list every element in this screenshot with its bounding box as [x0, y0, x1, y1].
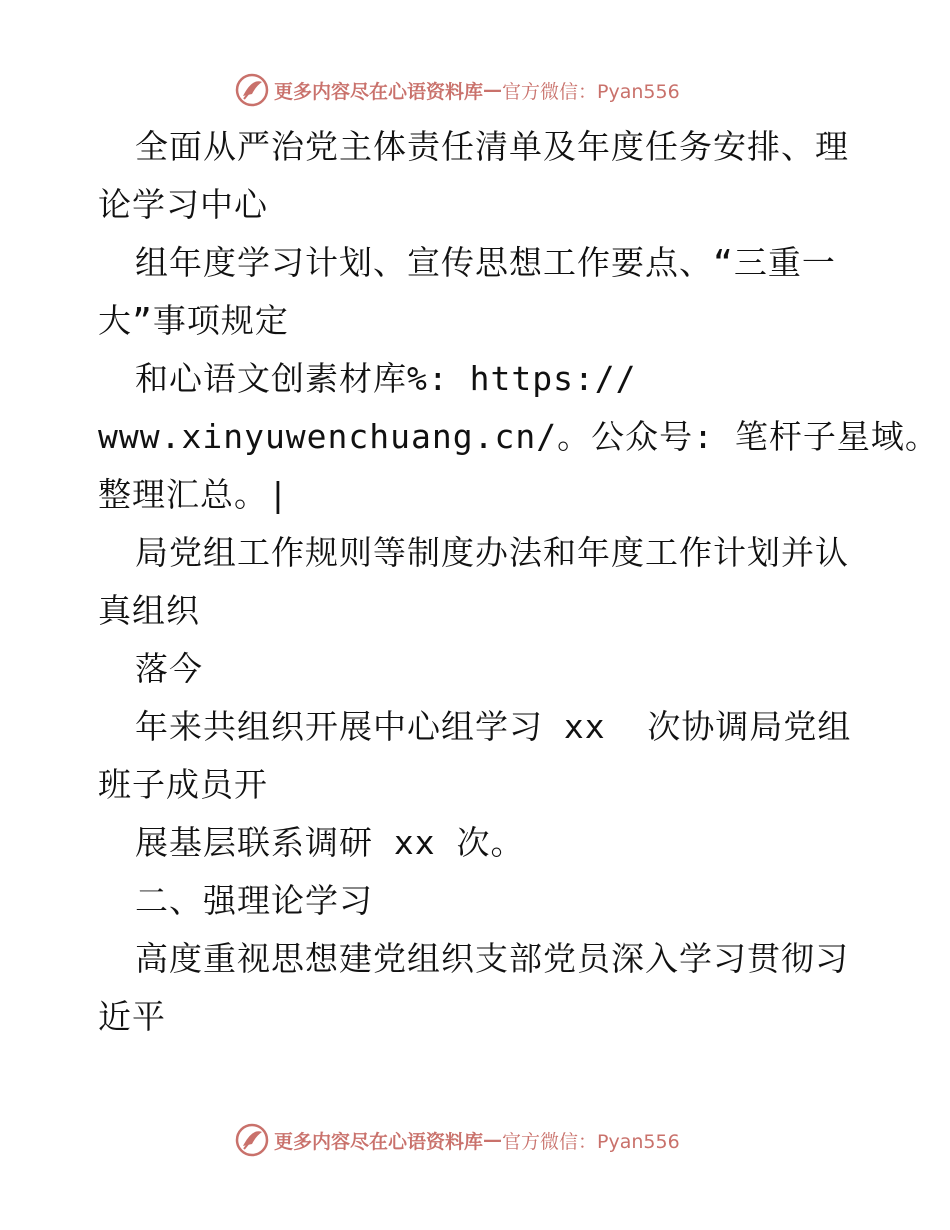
text-line: 和心语文创素材库%: https:// — [135, 359, 637, 398]
text-line: 二、强理论学习 — [135, 881, 373, 920]
watermark-separator: — — [483, 79, 503, 101]
text-line: 年来共组织开展中心组学习 xx 次协调局党组 — [135, 707, 852, 746]
text-line: 近平 — [98, 997, 166, 1036]
text-line: 落今 — [135, 649, 203, 688]
watermark-wechat: 官方微信：Pyan556 — [502, 1130, 680, 1153]
watermark-brand: 更多内容尽在心语资料库 — [274, 80, 484, 103]
pen-logo-icon — [234, 72, 270, 108]
text-line: 高度重视思想建党组织支部党员深入学习贯彻习 — [135, 939, 849, 978]
text-line: 组年度学习计划、宣传思想工作要点、“三重一 — [135, 243, 836, 282]
footer-watermark — [234, 1120, 680, 1160]
text-line: 局党组工作规则等制度办法和年度工作计划并认 — [135, 533, 849, 572]
text-line: 真组织 — [98, 591, 200, 630]
text-line: 展基层联系调研 xx 次。 — [135, 823, 525, 862]
text-line: 大”事项规定 — [98, 301, 289, 340]
document-body — [98, 118, 939, 1046]
watermark-wechat: 官方微信：Pyan556 — [502, 80, 680, 103]
header-watermark — [234, 70, 680, 110]
watermark-separator: — — [483, 1129, 503, 1151]
text-line: 全面从严治党主体责任清单及年度任务安排、理 — [135, 127, 849, 166]
pen-logo-icon — [234, 1122, 270, 1158]
text-line: 班子成员开 — [98, 765, 268, 804]
text-line: 整理汇总。| — [98, 475, 289, 514]
text-line: www.xinyuwenchuang.cn/。公众号: 笔杆子星域。 — [98, 417, 939, 456]
text-line: 论学习中心 — [98, 185, 268, 224]
watermark-brand: 更多内容尽在心语资料库 — [274, 1130, 484, 1153]
